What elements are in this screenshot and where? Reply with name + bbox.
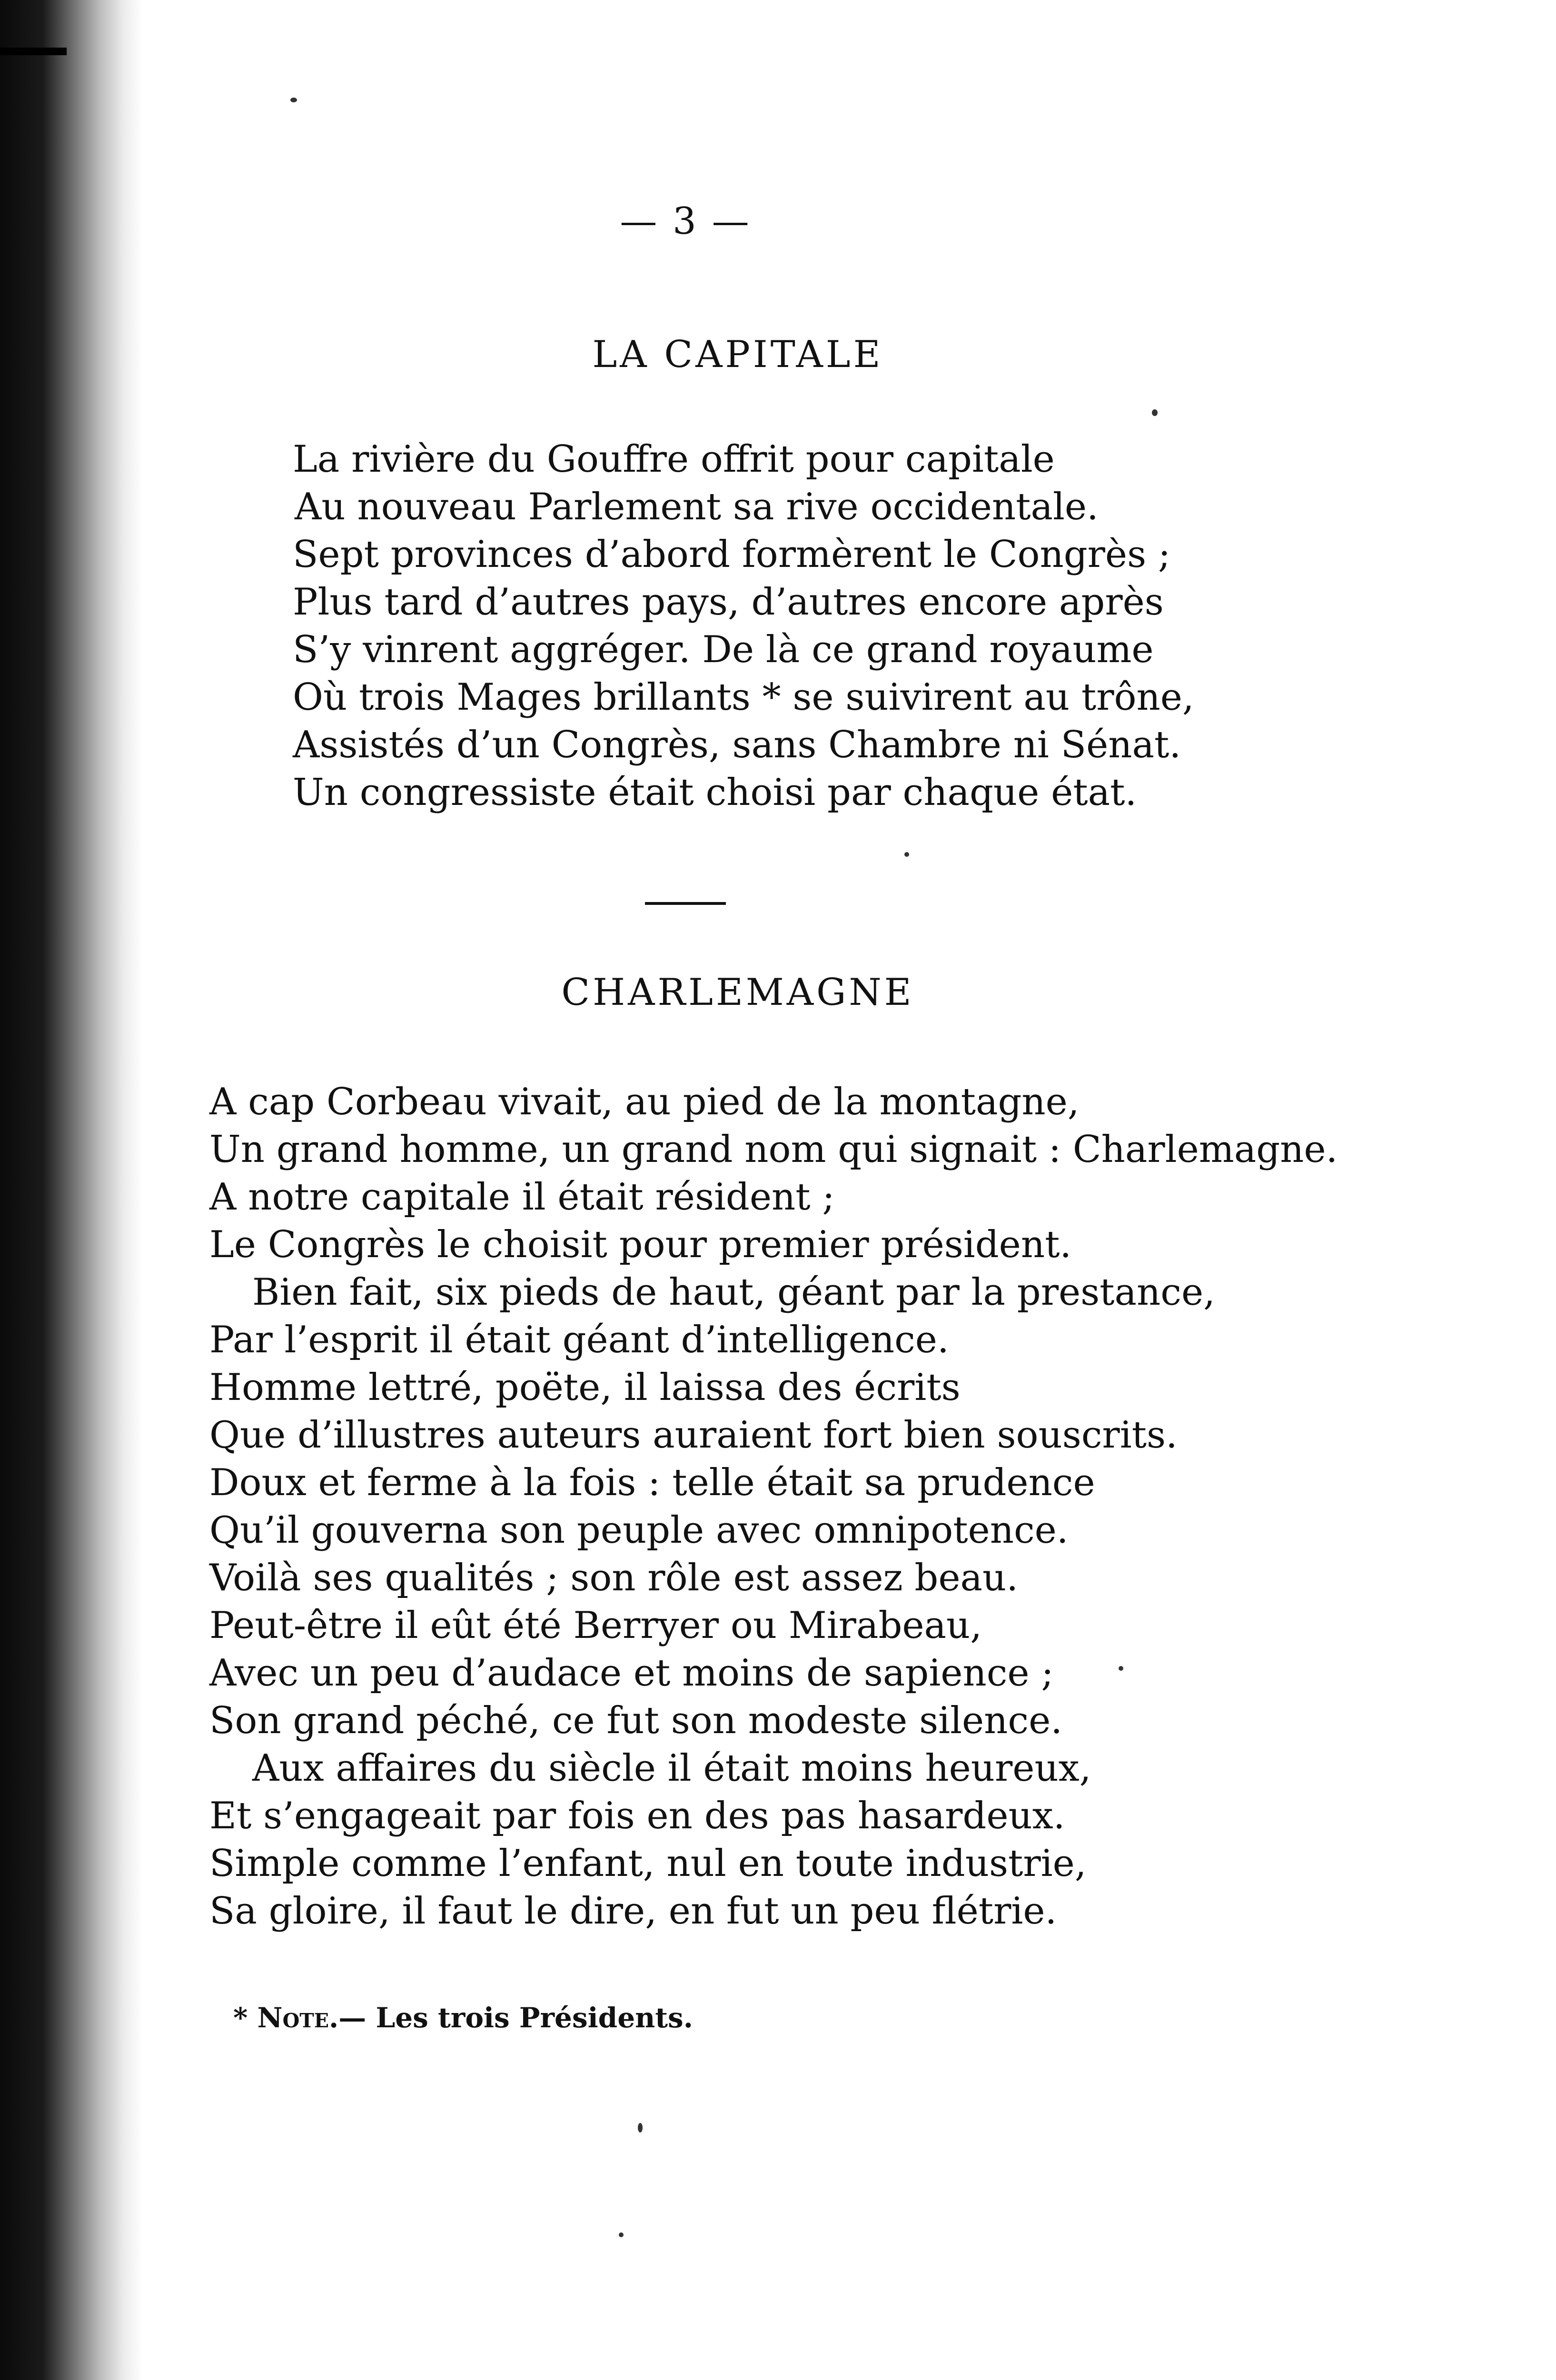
poem-la-capitale xyxy=(293,436,1194,816)
scan-speck xyxy=(904,852,909,857)
footnote-label: Note.— xyxy=(257,2002,367,2034)
verse-line: Avec un peu d’audace et moins de sapience ; xyxy=(209,1652,1054,1695)
scan-speck xyxy=(619,2232,624,2237)
verse-line: Par l’esprit il était géant d’intelligence. xyxy=(209,1319,949,1361)
spine-edge-mark xyxy=(0,48,67,55)
verse-line: Simple comme l’enfant, nul en toute industrie, xyxy=(209,1842,1087,1885)
verse-line: S’y vinrent aggréger. De là ce grand royaume xyxy=(293,628,1154,671)
verse-line: Voilà ses qualités ; son rôle est assez beau. xyxy=(209,1557,1019,1599)
verse-line: Sept provinces d’abord formèrent le Congrès ; xyxy=(293,533,1171,576)
section-title-charlemagne: CHARLEMAGNE xyxy=(561,971,914,1014)
verse-line: Doux et ferme à la fois : telle était sa prudence xyxy=(209,1461,1095,1504)
scan-speck xyxy=(638,2123,643,2132)
scan-speck xyxy=(1152,409,1158,416)
footnote-text: Les trois Présidents. xyxy=(376,2002,693,2034)
verse-line: La rivière du Gouffre offrit pour capitale xyxy=(293,438,1055,481)
section-divider-rule xyxy=(645,902,726,905)
verse-line: Un grand homme, un grand nom qui signait : Charlemagne. xyxy=(209,1128,1338,1171)
section-title-la-capitale: LA CAPITALE xyxy=(592,333,883,376)
verse-line: Où trois Mages brillants * se suivirent au trône, xyxy=(293,676,1194,719)
verse-line: Homme lettré, poëte, il laissa des écrits xyxy=(209,1366,961,1409)
footnote-marker: * xyxy=(233,2002,248,2034)
verse-line: Sa gloire, il faut le dire, en fut un peu flétrie. xyxy=(209,1890,1057,1933)
verse-line: Que d’illustres auteurs auraient fort bien souscrits. xyxy=(209,1414,1178,1457)
verse-line: Au nouveau Parlement sa rive occidentale. xyxy=(295,486,1099,528)
verse-line: A notre capitale il était résident ; xyxy=(209,1176,835,1219)
verse-line: Peut-être il eût été Berryer ou Mirabeau, xyxy=(209,1604,982,1647)
page-number: — 3 — xyxy=(620,200,751,243)
footnote xyxy=(233,2002,693,2034)
scan-speck xyxy=(290,98,297,102)
verse-line: Son grand péché, ce fut son modeste silence. xyxy=(209,1699,1063,1742)
verse-line: Assistés d’un Congrès, sans Chambre ni Sénat. xyxy=(293,724,1181,766)
verse-line: Qu’il gouverna son peuple avec omnipotence. xyxy=(209,1509,1069,1552)
verse-line: Bien fait, six pieds de haut, géant par la prestance, xyxy=(252,1271,1215,1314)
verse-line: A cap Corbeau vivait, au pied de la montagne, xyxy=(209,1081,1080,1123)
scan-speck xyxy=(1119,1666,1123,1671)
poem-charlemagne xyxy=(209,1078,1338,1935)
book-spine-shadow xyxy=(0,0,143,2380)
verse-line: Plus tard d’autres pays, d’autres encore après xyxy=(293,581,1164,624)
verse-line: Et s’engageait par fois en des pas hasardeux. xyxy=(209,1795,1065,1837)
verse-line: Un congressiste était choisi par chaque état. xyxy=(293,771,1137,814)
verse-line: Le Congrès le choisit pour premier président. xyxy=(209,1223,1072,1266)
verse-line: Aux affaires du siècle il était moins heureux, xyxy=(252,1747,1091,1790)
